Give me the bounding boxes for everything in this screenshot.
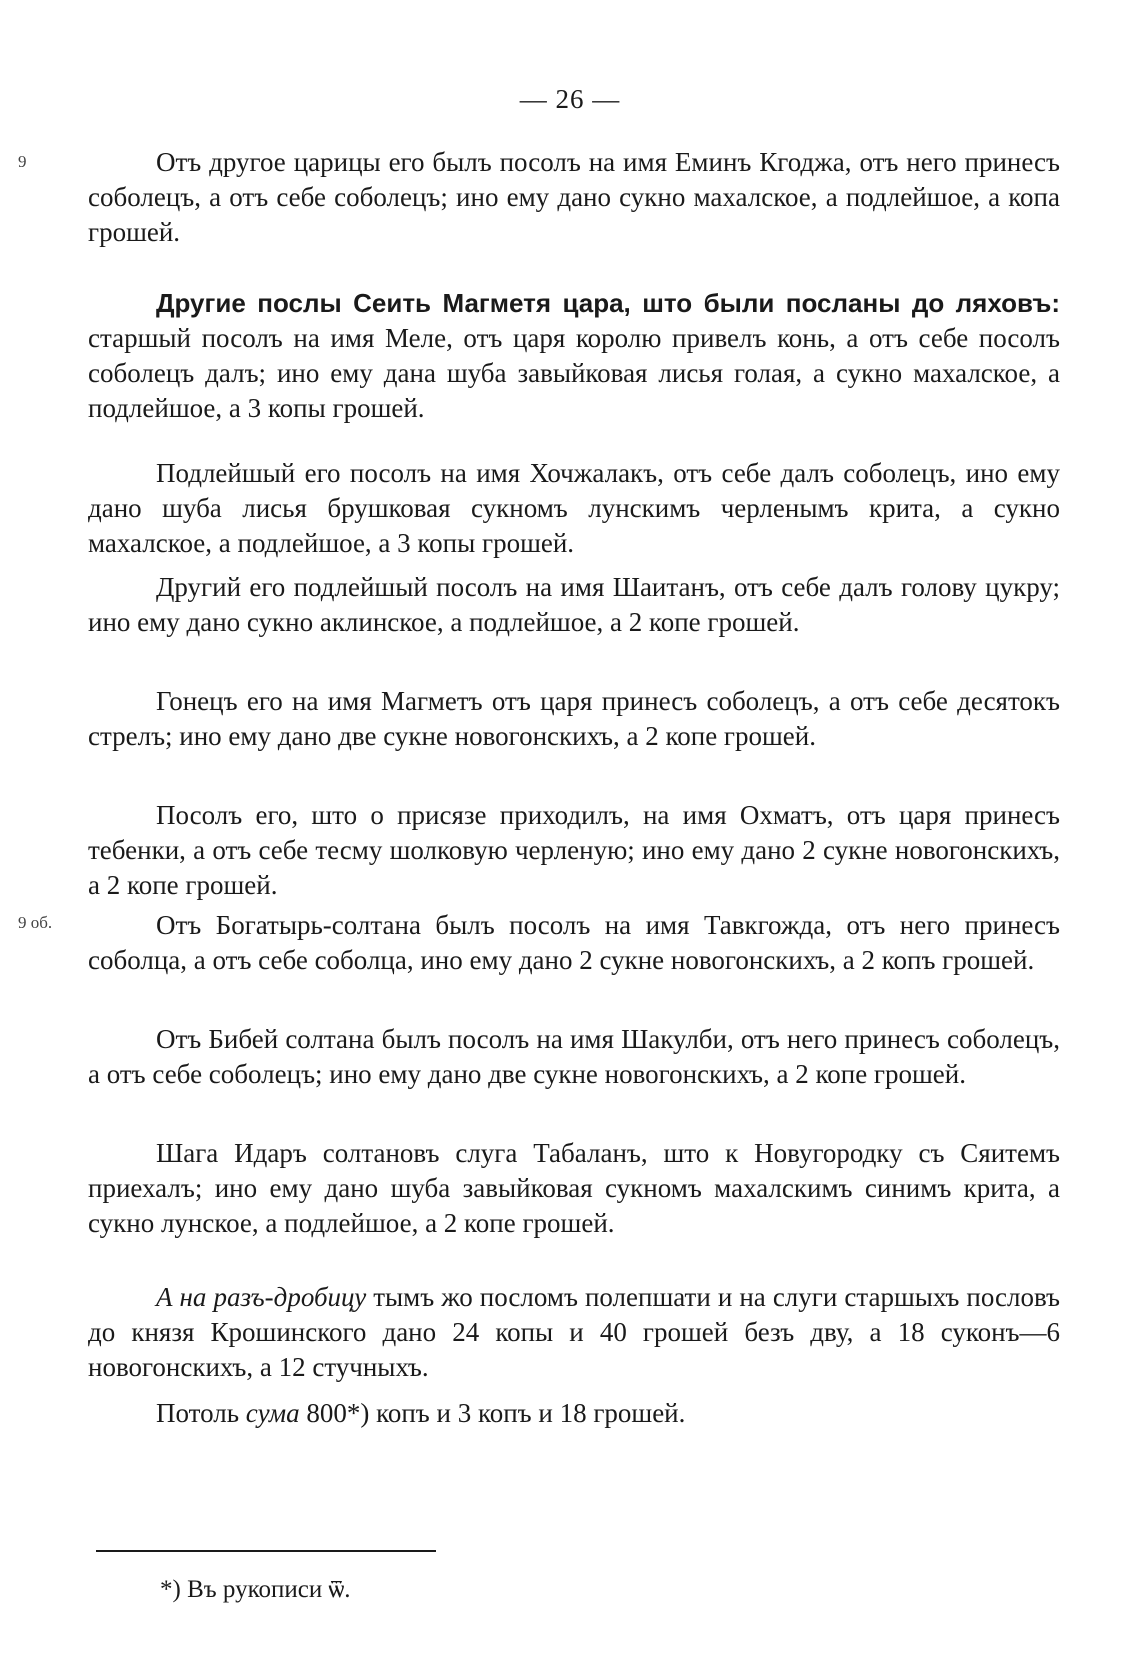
italic-phrase: А на разъ-дробицу bbox=[156, 1282, 367, 1312]
paragraph-group-6 bbox=[88, 798, 1060, 903]
paragraph-group-10 bbox=[88, 1280, 1060, 1385]
paragraph-8: Отъ Бибей солтана былъ посолъ на имя Шакулби, отъ него принесъ соболецъ, а отъ себе соболецъ; ино ему дано две сукне новогонскихъ, а 2 копе грошей. bbox=[88, 1024, 1060, 1089]
paragraph-group-8 bbox=[88, 1022, 1060, 1092]
paragraph-group-11 bbox=[88, 1396, 1060, 1431]
paragraph-11 bbox=[88, 1396, 1060, 1431]
paragraph-10-text: тымъ жо посломъ полепшати и на слуги старшыхъ пословъ до князя Крошинского дано 24 копы и 40 грошей безъ дву, а 18 суконъ—6 новогонскихъ, а 12 стучныхъ. bbox=[88, 1282, 1060, 1382]
paragraph-group-9 bbox=[88, 1136, 1060, 1241]
footnote-divider bbox=[96, 1550, 436, 1552]
paragraph-7: Отъ Богатырь-солтана былъ посолъ на имя Тавкгожда, отъ него принесъ соболца, а отъ себе соболца, ино ему дано 2 сукне новогонскихъ, а 2 копъ грошей. bbox=[88, 910, 1060, 975]
paragraph-9: Шага Идаръ солтановъ слуга Табаланъ, што к Новугородку съ Сяитемъ приехалъ; ино ему дано шуба завыйковая сукномъ махалскимъ синимъ крита, а сукно лунское, а подлейшое, а 2 копе грошей. bbox=[88, 1138, 1060, 1238]
paragraph-5: Гонецъ его на имя Магметъ отъ царя принесъ соболецъ, а отъ себе десятокъ стрелъ; ино ему дано две сукне новогонскихъ, а 2 копе грошей. bbox=[88, 686, 1060, 751]
paragraph-1: Отъ другое царицы его былъ посолъ на имя Еминъ Кгоджа, отъ него принесъ соболецъ, а отъ себе соболецъ; ино ему дано сукно махалское, а подлейшое, а копа грошей. bbox=[88, 147, 1060, 247]
paragraph-group-3 bbox=[88, 456, 1060, 561]
paragraph-3: Подлейшый его посолъ на имя Хочжалакъ, отъ себе далъ соболецъ, ино ему дано шуба лисья брушковая сукномъ лунскимъ черленымъ крита, а сукно махалское, а подлейшое, а 3 копы грошей. bbox=[88, 458, 1060, 558]
paragraph-10 bbox=[88, 1280, 1060, 1385]
paragraph-11-start: Потоль bbox=[156, 1398, 246, 1428]
italic-word: сума bbox=[245, 1398, 300, 1428]
paragraph-2-text: старшый посолъ на имя Меле, отъ царя королю привелъ конь, а отъ себе посолъ соболецъ далъ; ино ему дана шуба завыйковая лисья голая, а сукно махалское, а подлейшое, а 3 копы грошей. bbox=[88, 323, 1060, 423]
section-heading: Другие послы Сеить Магметя цара, што были посланы до ляховъ: bbox=[156, 288, 1060, 318]
paragraph-group-7 bbox=[88, 908, 1060, 978]
footnote: *) Въ рукописи ѿ. bbox=[160, 1576, 351, 1603]
paragraph-6: Посолъ его, што о присязе приходилъ, на имя Охматъ, отъ царя принесъ тебенки, а отъ себе тесму шолковую черленую; ино ему дано 2 сукне новогонскихъ, а 2 копе грошей. bbox=[88, 800, 1060, 900]
paragraph-group-1 bbox=[88, 145, 1060, 250]
paragraph-2 bbox=[88, 286, 1060, 426]
margin-note-folio-9-verso: 9 об. bbox=[18, 913, 53, 932]
paragraph-group-5 bbox=[88, 684, 1060, 754]
page-number: — 26 — bbox=[519, 84, 621, 114]
margin-note-folio-9: 9 bbox=[18, 152, 27, 171]
paragraph-group-2 bbox=[88, 286, 1060, 426]
paragraph-11-end: 800*) копъ и 3 копъ и 18 грошей. bbox=[299, 1398, 686, 1428]
paragraph-4: Другий его подлейшый посолъ на имя Шаитанъ, отъ себе далъ голову цукру; ино ему дано сукно аклинское, а подлейшое, а 2 копе грошей. bbox=[88, 572, 1060, 637]
paragraph-group-4 bbox=[88, 570, 1060, 640]
